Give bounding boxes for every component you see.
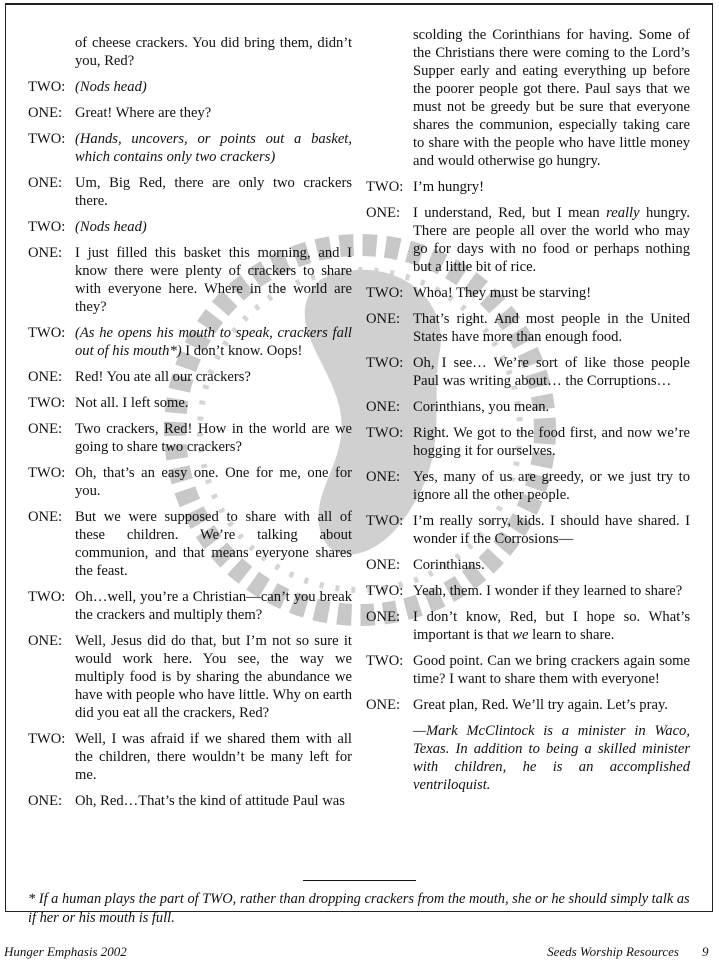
speech-text: But we were supposed to share with all of these children. We’re talking about communion, and that means everyone shares the feast. (75, 509, 352, 579)
dialogue-line (366, 354, 690, 390)
dialogue-line (28, 174, 352, 210)
dialogue-text (413, 178, 690, 196)
dialogue-text (413, 512, 690, 548)
dialogue-line (366, 652, 690, 688)
footnote-divider (303, 880, 416, 881)
dialogue-line (28, 632, 352, 722)
speaker-label: ONE: (28, 369, 63, 385)
speech-text: Well, I was afraid if we shared them with all the children, there wouldn’t be many left for me. (75, 731, 352, 783)
speaker-label: TWO: (28, 465, 66, 481)
speaker-label: TWO: (28, 219, 66, 235)
speech-text: of cheese crackers. You did bring them, didn’t you, Red? (75, 35, 352, 69)
dialogue-text (75, 104, 352, 122)
stage-direction: (Nods head) (75, 219, 147, 235)
dialogue-line (366, 26, 690, 170)
dialogue-text (413, 284, 690, 302)
stage-direction: really (606, 205, 640, 221)
dialogue-text (75, 420, 352, 456)
speaker-label: TWO: (366, 653, 404, 669)
speaker-label: TWO: (366, 355, 404, 371)
speech-text: Yeah, them. I wonder if they learned to share? (413, 583, 683, 599)
speaker-label: ONE: (28, 421, 63, 437)
speech-text: Oh, Red…That’s the kind of attitude Paul was (75, 793, 345, 809)
dialogue-text (75, 324, 352, 360)
dialogue-text (75, 78, 352, 96)
speech-text: I don’t know, Red, but I hope so. What’s important is that (413, 609, 690, 643)
dialogue-text (413, 424, 690, 460)
footer-title: Hunger Emphasis 2002 (4, 944, 127, 959)
dialogue-line (366, 608, 690, 644)
dialogue-text (413, 696, 690, 714)
dialogue-line (28, 324, 352, 360)
dialogue-text (413, 556, 690, 574)
dialogue-line (366, 204, 690, 276)
dialogue-text (75, 174, 352, 210)
speech-text: Two crackers, Red! How in the world are we going to share two crackers? (75, 421, 352, 455)
footnote: * If a human plays the part of TWO, rather than dropping crackers from the mouth, she or he should simply talk as if her or his mouth is full. (28, 891, 690, 926)
speech-text: Great! Where are they? (75, 105, 212, 121)
speech-text: Not all. I left some. (75, 395, 189, 411)
dialogue-line (28, 78, 352, 96)
dialogue-line (28, 394, 352, 412)
speaker-label: ONE: (28, 175, 63, 191)
speaker-label: TWO: (366, 179, 404, 195)
speech-text: Well, Jesus did do that, but I’m not so sure it would work here. You see, the way we multiply food is by sharing the abundance we have with people who have little. Why on earth did you eat all the crackers, Red? (75, 633, 352, 721)
speech-text: learn to share. (528, 627, 615, 643)
dialogue-text (75, 464, 352, 500)
speaker-label (28, 34, 75, 70)
stage-direction: (As he opens his mouth to speak, crackers fall out of his mouth*) (75, 325, 352, 359)
dialogue-line (366, 398, 690, 416)
dialogue-line (28, 244, 352, 316)
dialogue-line (28, 464, 352, 500)
speech-text: Um, Big Red, there are only two crackers there. (75, 175, 352, 209)
dialogue-text (413, 398, 690, 416)
speaker-label: ONE: (366, 399, 401, 415)
left-column (28, 34, 352, 818)
speaker-label: ONE: (366, 557, 401, 573)
dialogue-line (28, 218, 352, 236)
speaker-label: ONE: (28, 633, 63, 649)
speaker-label: TWO: (28, 79, 66, 95)
dialogue-text (413, 608, 690, 644)
speech-text: Corinthians. (413, 557, 485, 573)
speaker-label: ONE: (366, 697, 401, 713)
speaker-label: ONE: (28, 793, 63, 809)
dialogue-line (366, 696, 690, 714)
right-column (366, 26, 690, 794)
dialogue-text (75, 730, 352, 784)
dialogue-line (28, 130, 352, 166)
speech-text: Great plan, Red. We’ll try again. Let’s pray. (413, 697, 668, 713)
dialogue-text (75, 792, 352, 810)
speaker-label: ONE: (366, 469, 401, 485)
dialogue-text (413, 652, 690, 688)
dialogue-text (75, 394, 352, 412)
dialogue-line (366, 178, 690, 196)
dialogue-text (75, 244, 352, 316)
dialogue-text (75, 588, 352, 624)
speech-text: Right. We got to the food first, and now we’re hogging it for ourselves. (413, 425, 690, 459)
speaker-label: ONE: (28, 105, 63, 121)
stage-direction: (Nods head) (75, 79, 147, 95)
dialogue-line (366, 582, 690, 600)
author-bio: —Mark McClintock is a minister in Waco, Texas. In addition to being a skilled minister with children, he is an accomplished ventriloquist. (413, 723, 690, 793)
dialogue-line (366, 468, 690, 504)
speech-text: Oh, that’s an easy one. One for me, one for you. (75, 465, 352, 499)
speech-text: Red! You ate all our crackers? (75, 369, 251, 385)
dialogue-text (75, 34, 352, 70)
speech-text: Whoa! They must be starving! (413, 285, 592, 301)
dialogue-text (75, 218, 352, 236)
speech-text: Good point. Can we bring crackers again some time? I want to share them with everyone! (413, 653, 690, 687)
dialogue-line (28, 34, 352, 70)
dialogue-line (366, 424, 690, 460)
dialogue-line (366, 284, 690, 302)
speech-text: scolding the Corinthians for having. Some of the Christians there were coming to the Lord’s Supper early and eating everything up before the poorer people got there. Paul says that we must not be greedy but be sure that everyone shares the communion, especially taking care to share with the people who have little money and would otherwise go hungry. (413, 27, 690, 169)
dialogue-text (75, 632, 352, 722)
speaker-label: ONE: (366, 609, 401, 625)
dialogue-line (28, 368, 352, 386)
stage-direction: we (512, 627, 529, 643)
dialogue-line (366, 556, 690, 574)
dialogue-line (28, 792, 352, 810)
speaker-label: TWO: (28, 131, 66, 147)
speaker-label: ONE: (366, 311, 401, 327)
dialogue-text (413, 582, 690, 600)
dialogue-line (366, 310, 690, 346)
footer-publication: Seeds Worship Resources (547, 944, 679, 959)
speaker-label (366, 26, 413, 170)
speaker-label: TWO: (366, 583, 404, 599)
speech-text: I don’t know. Oops! (181, 343, 303, 359)
speech-text: That’s right. And most people in the United States have more than enough food. (413, 311, 690, 345)
speaker-label: TWO: (366, 285, 404, 301)
speech-text: Oh, I see… We’re sort of like those people Paul was writing about… the Corruptions… (413, 355, 690, 389)
stage-direction: (Hands, uncovers, or points out a basket, which contains only two crackers) (75, 131, 352, 165)
dialogue-text (75, 508, 352, 580)
dialogue-text (413, 468, 690, 504)
speech-text: I’m really sorry, kids. I should have shared. I wonder if the Corrosions— (413, 513, 690, 547)
dialogue-line (28, 730, 352, 784)
dialogue-line (366, 512, 690, 548)
dialogue-text (75, 368, 352, 386)
speech-text: Corinthians, you mean. (413, 399, 550, 415)
dialogue-text (413, 354, 690, 390)
dialogue-text (413, 204, 690, 276)
speech-text: Yes, many of us are greedy, or we just try to ignore all the other people. (413, 469, 690, 503)
speaker-label: TWO: (28, 325, 66, 341)
speech-text: I just filled this basket this morning, and I know there were plenty of crackers to share with everyone here. Where in the world are they? (75, 245, 352, 315)
speech-text: Oh…well, you’re a Christian—can’t you break the crackers and multiply them? (75, 589, 352, 623)
dialogue-text (75, 130, 352, 166)
dialogue-line (28, 104, 352, 122)
speaker-label: ONE: (28, 245, 63, 261)
speech-text: I’m hungry! (413, 179, 484, 195)
dialogue-line (28, 420, 352, 456)
speech-text: I understand, Red, but I mean (413, 205, 607, 221)
speech-text: hungry. There are people all over the world who may go for days with no food or perhaps nothing but a little bit of rice. (413, 205, 690, 275)
speaker-label: TWO: (28, 395, 66, 411)
dialogue-text (413, 26, 690, 170)
dialogue-line (28, 508, 352, 580)
speaker-label: TWO: (366, 513, 404, 529)
speaker-label: TWO: (28, 731, 66, 747)
page-number: 9 (702, 944, 709, 959)
speaker-label: ONE: (28, 509, 63, 525)
speaker-label: TWO: (28, 589, 66, 605)
dialogue-text (413, 310, 690, 346)
dialogue-line (28, 588, 352, 624)
speaker-label: TWO: (366, 425, 404, 441)
speaker-label: ONE: (366, 205, 401, 221)
